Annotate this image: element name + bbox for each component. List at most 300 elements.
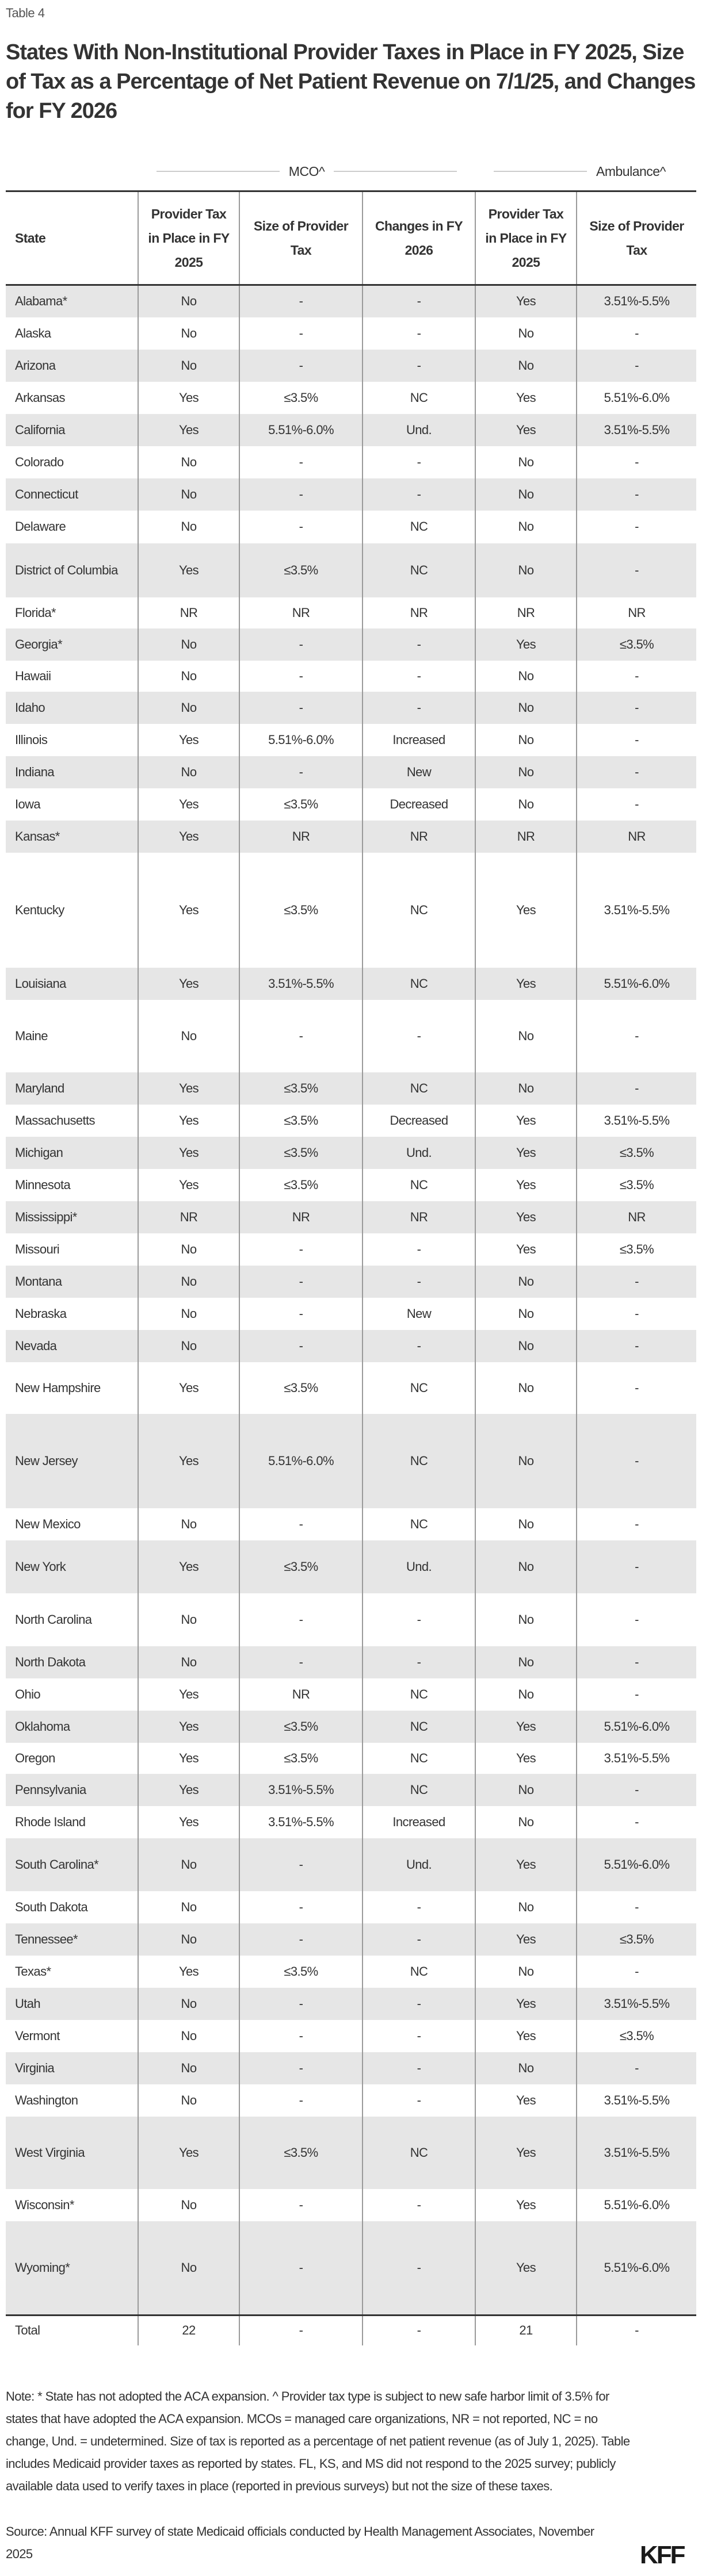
ambulance-in-place-cell: Yes	[475, 853, 577, 968]
mco-size-cell: ≤3.5%	[239, 1743, 363, 1774]
ambulance-size-cell: ≤3.5%	[577, 1137, 696, 1169]
table-row	[6, 1646, 696, 1678]
state-cell: Iowa	[15, 796, 41, 811]
mco-in-place-cell: Yes	[138, 1169, 239, 1201]
table-row	[6, 2221, 696, 2316]
table-row	[6, 1298, 696, 1330]
table-row	[6, 788, 696, 821]
table-row	[6, 1000, 696, 1072]
mco-changes-cell: -	[363, 478, 475, 511]
group-label-ambulance: Ambulance^	[596, 163, 666, 179]
mco-size-cell: -	[239, 350, 363, 382]
state-cell: South Carolina*	[6, 1838, 138, 1891]
ambulance-in-place-cell: Yes	[475, 285, 577, 317]
mco-in-place-cell: No	[138, 1891, 239, 1923]
mco-size-cell: ≤3.5%	[239, 1540, 363, 1593]
mco-size-cell: ≤3.5%	[239, 543, 363, 597]
mco-size-cell: ≤3.5%	[239, 788, 363, 821]
state-cell: Virginia	[6, 2052, 138, 2084]
table-row	[6, 2084, 696, 2117]
ambulance-in-place-cell: Yes	[475, 414, 577, 446]
table-row	[6, 2052, 696, 2084]
mco-size-cell: -	[239, 1233, 363, 1266]
state-cell: Idaho	[6, 692, 138, 724]
state-cell: Minnesota	[15, 1177, 71, 1192]
total-ambulance-in-place: 21	[475, 2316, 577, 2345]
ambulance-size-cell: -	[577, 1362, 696, 1414]
state-cell: Arkansas	[15, 390, 65, 405]
total-ambulance-size: -	[577, 2316, 696, 2345]
ambulance-in-place-cell: No	[475, 724, 577, 756]
ambulance-in-place-cell: No	[475, 788, 577, 821]
ambulance-size-cell: -	[577, 1956, 696, 1988]
ambulance-size-cell: -	[577, 1774, 696, 1806]
table-row	[6, 1593, 696, 1646]
mco-in-place-cell: NR	[138, 1201, 239, 1233]
mco-changes-cell: -	[363, 2221, 475, 2316]
column-header-mco-size: Size of Provider Tax	[239, 191, 363, 285]
state-cell: Kansas*	[6, 821, 138, 853]
mco-changes-cell: -	[363, 446, 475, 478]
column-header-ambulance-in-place: Provider Tax in Place in FY 2025	[475, 191, 577, 285]
table-row	[6, 1891, 696, 1923]
column-header-mco-in-place: Provider Tax in Place in FY 2025	[138, 191, 239, 285]
group-rule-left	[494, 171, 587, 172]
ambulance-in-place-cell: No	[475, 511, 577, 543]
mco-in-place-cell: Yes	[138, 1105, 239, 1137]
mco-in-place-cell: No	[138, 478, 239, 511]
ambulance-in-place-cell: No	[475, 692, 577, 724]
ambulance-size-cell: -	[577, 511, 696, 543]
mco-in-place-cell: Yes	[138, 788, 239, 821]
state-cell: North Dakota	[6, 1646, 138, 1678]
state-cell: Connecticut	[6, 478, 138, 511]
mco-in-place-cell: Yes	[138, 1774, 239, 1806]
group-header-mco	[157, 160, 457, 183]
mco-in-place-cell: No	[138, 1266, 239, 1298]
mco-size-cell: -	[239, 1891, 363, 1923]
group-rule-right	[334, 171, 457, 172]
state-cell: Delaware	[15, 519, 66, 534]
footnote: Note: * State has not adopted the ACA expansion. ^ Provider tax type is subject to new safe harbor limit of 3.5% for states that have adopted the ACA expansion. MCOs = managed care organizations, NR = not reported, NC = no change, Und. = undetermined. Size of tax is reported as a percentage of net patient revenue (as of July 1, 2025). Table includes Medicaid provider taxes as reported by states. FL, KS, and MS did not respond to the 2025 survey; publicly available data used to verify taxes in place (reported in previous surveys) but not the size of these taxes.	[6, 2389, 630, 2493]
mco-in-place-cell: Yes	[138, 1743, 239, 1774]
state-cell: South Dakota	[15, 1899, 88, 1914]
ambulance-in-place-cell: No	[475, 350, 577, 382]
ambulance-size-cell: ≤3.5%	[577, 1169, 696, 1201]
state-cell: Mississippi*	[6, 1201, 138, 1233]
table-row	[6, 1956, 696, 1988]
mco-changes-cell: -	[363, 1330, 475, 1362]
mco-in-place-cell: No	[138, 1330, 239, 1362]
mco-changes-cell: -	[363, 2020, 475, 2052]
ambulance-in-place-cell: Yes	[475, 1201, 577, 1233]
state-cell: Wyoming*	[6, 2221, 138, 2316]
table-row	[6, 350, 696, 382]
mco-size-cell: -	[239, 2052, 363, 2084]
table-row	[6, 446, 696, 478]
mco-changes-cell: -	[363, 1233, 475, 1266]
page-title: States With Non-Institutional Provider Taxes in Place in FY 2025, Size of Tax as a Percentage of Net Patient Revenue on 7/1/25, and Changes for FY 2026	[6, 40, 696, 123]
mco-size-cell: -	[239, 756, 363, 788]
mco-in-place-cell: No	[138, 2189, 239, 2221]
mco-changes-cell: Decreased	[363, 788, 475, 821]
state-cell: Pennsylvania	[6, 1774, 138, 1806]
mco-in-place-cell: No	[138, 1233, 239, 1266]
state-cell: Nebraska	[15, 1306, 67, 1321]
mco-size-cell: -	[239, 2189, 363, 2221]
mco-in-place-cell: No	[138, 628, 239, 661]
state-cell: Vermont	[15, 2028, 60, 2043]
table-row	[6, 1072, 696, 1105]
mco-in-place-cell: No	[138, 285, 239, 317]
ambulance-size-cell: 5.51%-6.0%	[577, 2221, 696, 2316]
mco-size-cell: ≤3.5%	[239, 2117, 363, 2189]
mco-size-cell: 3.51%-5.5%	[239, 1774, 363, 1806]
mco-size-cell: -	[239, 661, 363, 692]
state-cell: Rhode Island	[15, 1814, 86, 1829]
mco-in-place-cell: Yes	[138, 968, 239, 1000]
state-cell: West Virginia	[6, 2117, 138, 2189]
state-cell: Georgia*	[6, 628, 138, 661]
table-row	[6, 478, 696, 511]
mco-in-place-cell: No	[138, 1593, 239, 1646]
mco-size-cell: -	[239, 1593, 363, 1646]
ambulance-size-cell: -	[577, 724, 696, 756]
state-cell: Nevada	[6, 1330, 138, 1362]
mco-changes-cell: New	[363, 1298, 475, 1330]
mco-size-cell: ≤3.5%	[239, 853, 363, 968]
ambulance-size-cell: ≤3.5%	[577, 628, 696, 661]
state-cell: Maryland	[6, 1072, 138, 1105]
mco-changes-cell: NC	[363, 1508, 475, 1540]
mco-in-place-cell: No	[138, 1000, 239, 1072]
state-cell: Missouri	[15, 1241, 60, 1256]
ambulance-size-cell: -	[577, 1414, 696, 1508]
mco-size-cell: 3.51%-5.5%	[239, 1806, 363, 1838]
mco-in-place-cell: No	[138, 661, 239, 692]
ambulance-size-cell: ≤3.5%	[577, 1233, 696, 1266]
mco-changes-cell: NC	[363, 1169, 475, 1201]
mco-in-place-cell: Yes	[138, 1711, 239, 1743]
state-cell: New York	[6, 1540, 138, 1593]
group-header-ambulance	[494, 160, 696, 183]
ambulance-size-cell: -	[577, 756, 696, 788]
mco-in-place-cell: Yes	[138, 853, 239, 968]
mco-in-place-cell: No	[138, 350, 239, 382]
ambulance-in-place-cell: Yes	[475, 382, 577, 414]
total-mco-size: -	[239, 2316, 363, 2345]
state-cell: Louisiana	[6, 968, 138, 1000]
mco-changes-cell: NC	[363, 511, 475, 543]
ambulance-size-cell: -	[577, 317, 696, 350]
mco-in-place-cell: No	[138, 1508, 239, 1540]
ambulance-in-place-cell: Yes	[475, 1838, 577, 1891]
mco-changes-cell: Increased	[363, 724, 475, 756]
mco-in-place-cell: No	[138, 511, 239, 543]
mco-changes-cell: NC	[363, 1362, 475, 1414]
ambulance-size-cell: -	[577, 788, 696, 821]
table-row	[6, 1414, 696, 1508]
mco-changes-cell: NC	[363, 1711, 475, 1743]
state-cell: Illinois	[15, 732, 48, 747]
mco-size-cell: -	[239, 511, 363, 543]
ambulance-size-cell: NR	[577, 1201, 696, 1233]
ambulance-size-cell: -	[577, 1508, 696, 1540]
mco-changes-cell: NC	[363, 1072, 475, 1105]
mco-size-cell: -	[239, 1000, 363, 1072]
mco-changes-cell: NC	[363, 543, 475, 597]
mco-changes-cell: -	[363, 661, 475, 692]
mco-in-place-cell: No	[138, 1298, 239, 1330]
state-cell: Wisconsin*	[15, 2197, 74, 2212]
ambulance-in-place-cell: No	[475, 1266, 577, 1298]
mco-changes-cell: New	[363, 756, 475, 788]
table-row	[6, 1678, 696, 1711]
ambulance-size-cell: -	[577, 2052, 696, 2084]
mco-changes-cell: -	[363, 1646, 475, 1678]
table-row	[6, 317, 696, 350]
ambulance-size-cell: -	[577, 692, 696, 724]
ambulance-size-cell: NR	[577, 821, 696, 853]
ambulance-in-place-cell: No	[475, 1330, 577, 1362]
mco-changes-cell: -	[363, 692, 475, 724]
ambulance-in-place-cell: Yes	[475, 1137, 577, 1169]
ambulance-in-place-cell: No	[475, 661, 577, 692]
mco-in-place-cell: No	[138, 1988, 239, 2020]
ambulance-size-cell: -	[577, 1266, 696, 1298]
ambulance-size-cell: -	[577, 446, 696, 478]
table-body	[6, 285, 696, 2316]
kff-logo: KFF	[640, 2541, 684, 2569]
state-cell: Alabama*	[6, 285, 138, 317]
mco-size-cell: -	[239, 1923, 363, 1956]
mco-in-place-cell: No	[138, 756, 239, 788]
ambulance-size-cell: 5.51%-6.0%	[577, 1838, 696, 1891]
state-cell: Massachusetts	[15, 1113, 95, 1128]
mco-size-cell: -	[239, 2221, 363, 2316]
ambulance-size-cell: NR	[577, 597, 696, 628]
mco-size-cell: -	[239, 285, 363, 317]
mco-changes-cell: -	[363, 2189, 475, 2221]
table-row	[6, 382, 696, 414]
ambulance-in-place-cell: Yes	[475, 2189, 577, 2221]
mco-size-cell: 5.51%-6.0%	[239, 724, 363, 756]
state-cell: Kentucky	[15, 902, 64, 917]
table-row	[6, 1540, 696, 1593]
table-row	[6, 692, 696, 724]
mco-changes-cell: -	[363, 2084, 475, 2117]
total-label: Total	[6, 2316, 138, 2345]
ambulance-size-cell: -	[577, 543, 696, 597]
table-row	[6, 1330, 696, 1362]
ambulance-size-cell: ≤3.5%	[577, 2020, 696, 2052]
mco-changes-cell: NC	[363, 1956, 475, 1988]
ambulance-in-place-cell: Yes	[475, 1105, 577, 1137]
ambulance-size-cell: 3.51%-5.5%	[577, 1105, 696, 1137]
state-cell: Florida*	[15, 605, 56, 620]
mco-size-cell: -	[239, 692, 363, 724]
table-row	[6, 756, 696, 788]
total-row	[6, 2316, 696, 2345]
mco-in-place-cell: Yes	[138, 821, 239, 853]
ambulance-in-place-cell: Yes	[475, 968, 577, 1000]
table-row	[6, 2189, 696, 2221]
provider-tax-table	[6, 190, 696, 2345]
ambulance-size-cell: 5.51%-6.0%	[577, 382, 696, 414]
table-row	[6, 1743, 696, 1774]
mco-changes-cell: -	[363, 350, 475, 382]
ambulance-size-cell: 3.51%-5.5%	[577, 2117, 696, 2189]
mco-size-cell: -	[239, 1298, 363, 1330]
mco-size-cell: -	[239, 1646, 363, 1678]
mco-in-place-cell: Yes	[138, 1414, 239, 1508]
ambulance-in-place-cell: No	[475, 478, 577, 511]
table-row	[6, 1137, 696, 1169]
ambulance-size-cell: 5.51%-6.0%	[577, 2189, 696, 2221]
ambulance-in-place-cell: No	[475, 1362, 577, 1414]
mco-in-place-cell: Yes	[138, 1362, 239, 1414]
table-row	[6, 1105, 696, 1137]
ambulance-size-cell: 3.51%-5.5%	[577, 1988, 696, 2020]
mco-changes-cell: NC	[363, 853, 475, 968]
table-row	[6, 1508, 696, 1540]
mco-changes-cell: -	[363, 2052, 475, 2084]
mco-changes-cell: -	[363, 1923, 475, 1956]
ambulance-in-place-cell: NR	[475, 597, 577, 628]
mco-changes-cell: Increased	[363, 1806, 475, 1838]
ambulance-in-place-cell: No	[475, 1414, 577, 1508]
mco-in-place-cell: Yes	[138, 724, 239, 756]
mco-size-cell: NR	[239, 1201, 363, 1233]
table-row	[6, 628, 696, 661]
mco-size-cell: ≤3.5%	[239, 1072, 363, 1105]
mco-size-cell: -	[239, 1508, 363, 1540]
mco-size-cell: -	[239, 317, 363, 350]
ambulance-in-place-cell: No	[475, 317, 577, 350]
mco-changes-cell: Und.	[363, 1838, 475, 1891]
mco-size-cell: ≤3.5%	[239, 1711, 363, 1743]
mco-changes-cell: Und.	[363, 1540, 475, 1593]
ambulance-in-place-cell: Yes	[475, 1988, 577, 2020]
ambulance-size-cell: -	[577, 1806, 696, 1838]
state-cell: Oklahoma	[6, 1711, 138, 1743]
ambulance-in-place-cell: No	[475, 1891, 577, 1923]
mco-size-cell: ≤3.5%	[239, 1137, 363, 1169]
mco-size-cell: ≤3.5%	[239, 1105, 363, 1137]
mco-size-cell: 5.51%-6.0%	[239, 1414, 363, 1508]
column-header-state: State	[15, 231, 46, 246]
table-label: Table 4	[6, 6, 45, 20]
mco-size-cell: 5.51%-6.0%	[239, 414, 363, 446]
table-row	[6, 724, 696, 756]
ambulance-in-place-cell: Yes	[475, 1923, 577, 1956]
state-cell: California	[6, 414, 138, 446]
mco-in-place-cell: Yes	[138, 2117, 239, 2189]
ambulance-in-place-cell: No	[475, 1508, 577, 1540]
ambulance-in-place-cell: No	[475, 446, 577, 478]
mco-in-place-cell: Yes	[138, 1806, 239, 1838]
mco-size-cell: ≤3.5%	[239, 382, 363, 414]
state-cell: Maine	[15, 1028, 48, 1043]
ambulance-in-place-cell: No	[475, 1000, 577, 1072]
ambulance-in-place-cell: No	[475, 2052, 577, 2084]
mco-size-cell: -	[239, 2020, 363, 2052]
ambulance-size-cell: -	[577, 1540, 696, 1593]
ambulance-size-cell: -	[577, 350, 696, 382]
mco-in-place-cell: No	[138, 2020, 239, 2052]
ambulance-in-place-cell: Yes	[475, 628, 577, 661]
ambulance-size-cell: -	[577, 1891, 696, 1923]
ambulance-size-cell: 3.51%-5.5%	[577, 414, 696, 446]
state-cell: New Mexico	[15, 1516, 81, 1531]
mco-size-cell: -	[239, 1266, 363, 1298]
state-cell: New Hampshire	[15, 1380, 101, 1395]
mco-changes-cell: NR	[363, 597, 475, 628]
mco-changes-cell: NC	[363, 2117, 475, 2189]
state-cell: Montana	[6, 1266, 138, 1298]
ambulance-size-cell: -	[577, 1000, 696, 1072]
mco-in-place-cell: No	[138, 2221, 239, 2316]
state-cell: Arizona	[6, 350, 138, 382]
ambulance-size-cell: -	[577, 661, 696, 692]
ambulance-in-place-cell: No	[475, 1072, 577, 1105]
state-cell: Washington	[15, 2092, 78, 2107]
mco-in-place-cell: Yes	[138, 1072, 239, 1105]
ambulance-size-cell: 5.51%-6.0%	[577, 1711, 696, 1743]
mco-changes-cell: NC	[363, 382, 475, 414]
mco-changes-cell: NC	[363, 1678, 475, 1711]
ambulance-size-cell: -	[577, 1646, 696, 1678]
mco-changes-cell: NR	[363, 821, 475, 853]
ambulance-in-place-cell: Yes	[475, 2084, 577, 2117]
ambulance-in-place-cell: No	[475, 1956, 577, 1988]
mco-changes-cell: Und.	[363, 414, 475, 446]
state-cell: New Jersey	[6, 1414, 138, 1508]
table-row	[6, 597, 696, 628]
mco-in-place-cell: Yes	[138, 414, 239, 446]
column-header-mco-changes: Changes in FY 2026	[363, 191, 475, 285]
mco-changes-cell: NC	[363, 968, 475, 1000]
table-row	[6, 1988, 696, 2020]
table-row	[6, 1169, 696, 1201]
mco-changes-cell: -	[363, 1593, 475, 1646]
ambulance-in-place-cell: NR	[475, 821, 577, 853]
total-mco-changes: -	[363, 2316, 475, 2345]
table-row	[6, 1806, 696, 1838]
table-row	[6, 511, 696, 543]
state-cell: Hawaii	[15, 668, 51, 683]
ambulance-size-cell: -	[577, 1593, 696, 1646]
mco-size-cell: NR	[239, 1678, 363, 1711]
state-cell: Indiana	[6, 756, 138, 788]
mco-in-place-cell: Yes	[138, 382, 239, 414]
mco-in-place-cell: Yes	[138, 1137, 239, 1169]
mco-in-place-cell: No	[138, 692, 239, 724]
mco-changes-cell: -	[363, 1988, 475, 2020]
table-row	[6, 1362, 696, 1414]
ambulance-size-cell: -	[577, 1298, 696, 1330]
mco-in-place-cell: Yes	[138, 1956, 239, 1988]
table-row	[6, 1923, 696, 1956]
mco-size-cell: -	[239, 2084, 363, 2117]
ambulance-in-place-cell: No	[475, 1593, 577, 1646]
ambulance-in-place-cell: No	[475, 1646, 577, 1678]
ambulance-size-cell: ≤3.5%	[577, 1923, 696, 1956]
state-cell: Ohio	[15, 1686, 41, 1701]
mco-changes-cell: -	[363, 1000, 475, 1072]
state-cell: Texas*	[15, 1964, 51, 1979]
ambulance-size-cell: 3.51%-5.5%	[577, 853, 696, 968]
